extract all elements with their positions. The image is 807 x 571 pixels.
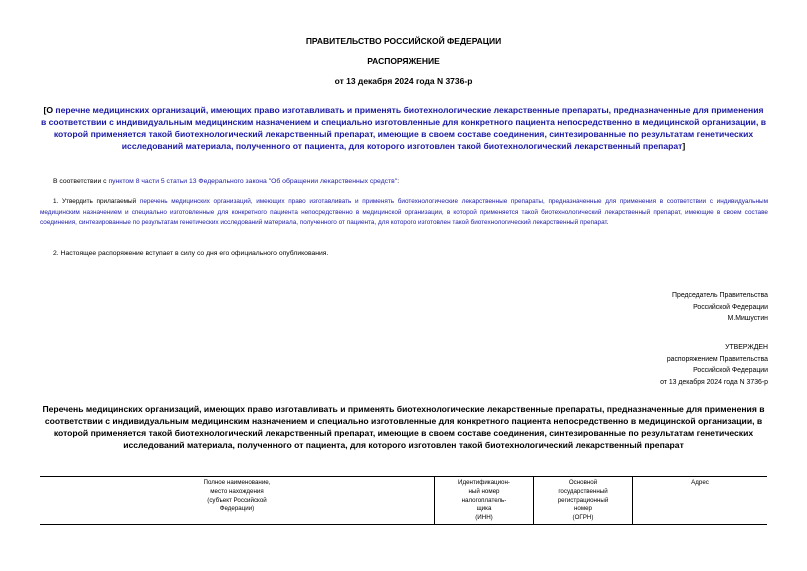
signature-line-2: Российской Федерации xyxy=(693,303,768,311)
approval-line-2: распоряжением Правительства xyxy=(666,355,768,363)
title-first-letter: О xyxy=(46,105,54,115)
col1-line: (субъект Российской xyxy=(207,496,267,504)
col3-line: государственный xyxy=(558,487,608,495)
col2-line: (ИНН) xyxy=(475,514,493,522)
col4-line: Адрес xyxy=(691,479,709,486)
col3-line: (ОГРН) xyxy=(572,514,594,522)
col2-line: Идентификацион- xyxy=(458,479,510,486)
signature-block xyxy=(672,290,768,325)
organizations-table xyxy=(40,476,767,525)
table-header-row xyxy=(40,477,767,525)
col3-line: номер xyxy=(574,505,592,513)
paragraph-1 xyxy=(40,197,768,229)
signature-line-1: Председатель Правительства xyxy=(672,292,768,299)
list-title: Перечень медицинских организаций, имеющих право изготавливать и применять биотехнологические лекарственные препараты, предназначенные для применения в соответствии с индивидуальным медицинским назначением и специально изготовленные для конкретного пациента непосредственно в медицинской организации, в которой применяется такой биотехнологический лекарственный препарат, имеющие в своем составе соединения, синтезированные по результатам генетических исследований материала, полученного от пациента, для которого изготовлен такой биотехнологический лекарственный препарат xyxy=(42,404,765,450)
col1-line: Полное наименование, xyxy=(203,479,271,486)
col1-line: Федерации) xyxy=(219,505,255,513)
title-open-bracket: [ xyxy=(43,105,47,115)
col3-line: Основной xyxy=(568,479,598,486)
col-header-address xyxy=(633,477,768,525)
para1-prefix: 1. Утвердить прилагаемый xyxy=(53,198,140,205)
col2-line: налогоплатель- xyxy=(461,496,507,504)
col-header-name xyxy=(40,477,435,525)
col2-line: ный номер xyxy=(468,487,500,495)
col1-line: место нахождения xyxy=(210,487,264,495)
paragraph-2: 2. Настоящее распоряжение вступает в силу со дня его официального опубликования. xyxy=(53,250,329,257)
header-doc-type: РАСПОРЯЖЕНИЕ xyxy=(367,56,440,66)
approval-line-4: от 13 декабря 2024 года N 3736-р xyxy=(660,378,768,386)
intro-suffix: : xyxy=(397,178,400,185)
title-close-bracket: ] xyxy=(682,141,686,151)
col2-line: щика xyxy=(476,505,492,513)
document-title xyxy=(40,104,767,152)
signature-name: М.Мишустин xyxy=(727,315,768,322)
approval-line-1: УТВЕРЖДЕН xyxy=(725,344,768,351)
header-date-number: от 13 декабря 2024 года N 3736-р xyxy=(334,76,473,86)
col3-line: регистрационный xyxy=(557,496,609,504)
approval-line-3: Российской Федерации xyxy=(693,367,768,374)
title-link[interactable]: перечне медицинских организаций, имеющих право изготавливать и применять биотехнологические лекарственные препараты, предназначенные для применения в соответствии с индивидуальным медицинским назначением и специально изготовленные для конкретного пациента непосредственно в медицинской организации, в которой применяется такой биотехнологический лекарственный препарат, имеющие в своем составе соединения, синтезированные по результатам генетических исследований материала, полученного от пациента, для которого изготовлен такой биотехнологический лекарственный препарат xyxy=(40,105,767,151)
header-org: ПРАВИТЕЛЬСТВО РОССИЙСКОЙ ФЕДЕРАЦИИ xyxy=(305,36,502,46)
intro-paragraph xyxy=(53,178,399,185)
approval-block xyxy=(660,342,768,388)
para1-list-link[interactable]: перечень медицинских организаций, имеющих право изготавливать и применять биотехнологические лекарственные препараты, предназначенные для применения в соответствии с индивидуальным медицинским назначением и специально изготовленные для конкретного пациента непосредственно в медицинской организации, в которой применяется такой биотехнологический лекарственный препарат, имеющие в своем составе соединения, синтезированные по результатам генетических исследований материала, полученного от пациента, для которого изготовлен такой биотехнологический лекарственный препарат xyxy=(40,198,768,227)
intro-prefix: В соответствии с xyxy=(53,178,109,185)
col-header-inn xyxy=(435,477,534,525)
intro-law-link[interactable]: пунктом 8 части 5 статьи 13 Федерального закона "Об обращении лекарственных средств" xyxy=(108,178,398,185)
para1-suffix: . xyxy=(606,219,609,227)
col-header-ogrn xyxy=(534,477,633,525)
